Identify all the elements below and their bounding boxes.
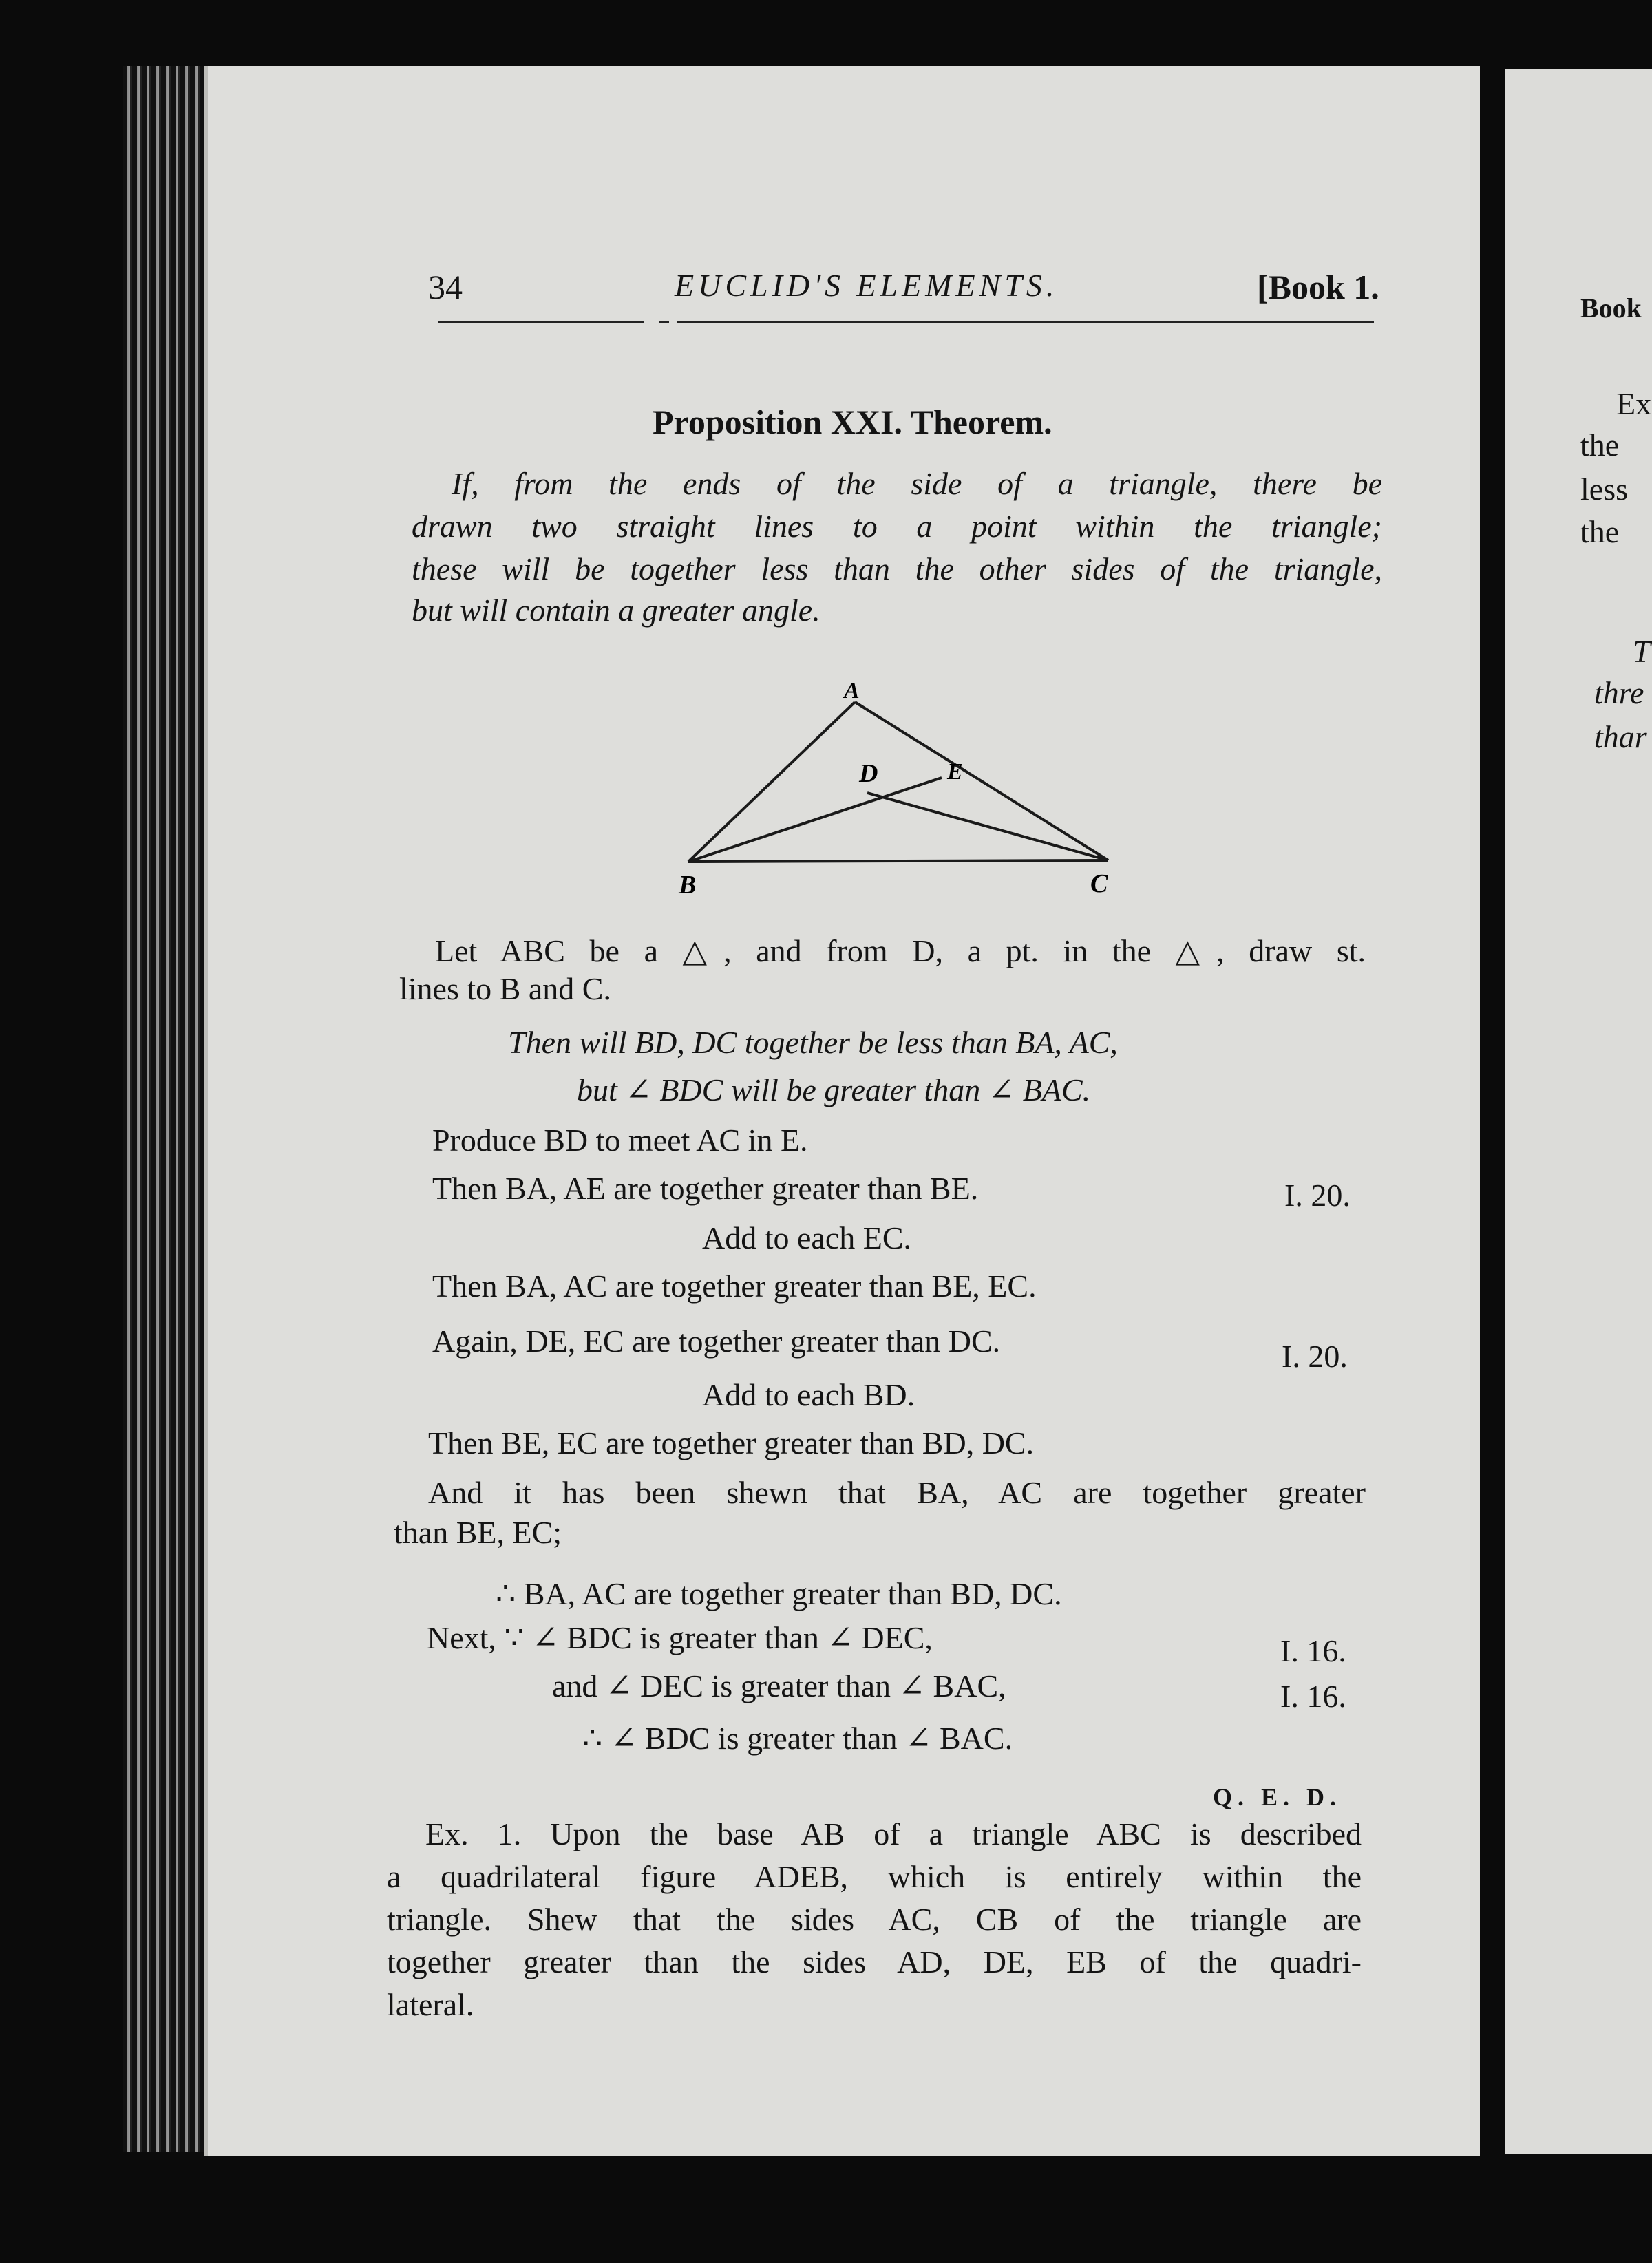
exercise-line: Ex. 1. Upon the base AB of a triangle ABC is described — [425, 1816, 1362, 1851]
proof-step: ∴ ∠ BDC is greater than ∠ BAC. — [582, 1721, 1013, 1756]
proof-reference: I. 16. — [1280, 1679, 1346, 1714]
exercise-line: triangle. Shew that the sides AC, CB of the triangle are — [387, 1902, 1362, 1937]
running-title: EUCLID'S ELEMENTS. — [675, 268, 1059, 303]
label-e: E — [947, 759, 963, 785]
enunciation-line: but will contain a greater angle. — [412, 593, 820, 628]
exercise-line: lateral. — [387, 1987, 474, 2022]
segment-be — [688, 778, 942, 862]
header-rule-long — [677, 321, 1374, 323]
proof-setup: Let ABC be a △, and from D, a pt. in the △, draw st. — [435, 933, 1366, 968]
proof-reference: I. 20. — [1284, 1178, 1351, 1213]
proof-setup: lines to B and C. — [399, 971, 611, 1006]
header-rule-dash — [659, 321, 669, 323]
adjacent-page-line: the — [1580, 427, 1620, 463]
proof-step: Produce BD to meet AC in E. — [432, 1123, 808, 1158]
segment-dc — [867, 793, 1108, 860]
proof-step: Next, ∵ ∠ BDC is greater than ∠ DEC, — [427, 1620, 933, 1655]
label-b: B — [679, 871, 697, 900]
book-reference: [Book 1. — [1257, 268, 1379, 306]
proof-step: Then BE, EC are together greater than BD, DC. — [428, 1425, 1035, 1460]
adjacent-page-line: the — [1580, 514, 1620, 549]
adjacent-page-line: thre — [1594, 675, 1644, 710]
proof-step: and ∠ DEC is greater than ∠ BAC, — [552, 1668, 1006, 1703]
proof-step: Then BA, AC are together greater than BE, EC. — [432, 1268, 1037, 1304]
proof-reference: I. 16. — [1280, 1633, 1346, 1668]
exercise-line: a quadrilateral figure ADEB, which is entirely within the — [387, 1859, 1362, 1894]
proof-step: Again, DE, EC are together greater than DC. — [432, 1324, 1001, 1359]
enunciation-line: drawn two straight lines to a point within the triangle; — [412, 509, 1382, 544]
header-rule — [438, 321, 644, 323]
proposition-heading: Proposition XXI. Theorem. — [653, 403, 1052, 441]
adjacent-page-line: T — [1633, 634, 1651, 669]
adjacent-page — [1505, 69, 1652, 2154]
adjacent-page-line: thar — [1594, 719, 1647, 754]
enunciation-line: these will be together less than the other sides of the triangle, — [412, 551, 1382, 586]
side-ac — [855, 702, 1108, 860]
adjacent-page-line: Ex — [1616, 386, 1652, 421]
enunciation-line: If, from the ends of the side of a triangle, there be — [452, 466, 1382, 501]
proof-step: Then BA, AE are together greater than BE. — [432, 1171, 979, 1206]
triangle-figure — [661, 674, 1143, 909]
qed: Q. E. D. — [1213, 1783, 1342, 1811]
proof-step: ∴ BA, AC are together greater than BD, DC. — [496, 1576, 1062, 1611]
side-ab — [688, 702, 855, 862]
proof-step: Add to each BD. — [702, 1377, 915, 1412]
exercise-line: together greater than the sides AD, DE, EB of the quadri- — [387, 1944, 1362, 1979]
adjacent-page-line: less — [1580, 471, 1628, 507]
proof-step: than BE, EC; — [394, 1515, 562, 1550]
book-spine — [123, 66, 204, 2152]
label-c: C — [1090, 869, 1108, 898]
label-d: D — [859, 759, 878, 788]
page-number: 34 — [428, 268, 463, 306]
side-bc — [688, 860, 1108, 862]
proof-reference: I. 20. — [1282, 1339, 1348, 1374]
proof-claim: but ∠ BDC will be greater than ∠ BAC. — [577, 1072, 1091, 1107]
proof-claim: Then will BD, DC together be less than BA, AC, — [508, 1025, 1118, 1060]
proof-step: And it has been shewn that BA, AC are together greater — [428, 1475, 1366, 1510]
adjacent-page-header: Book — [1580, 293, 1642, 323]
label-a: A — [844, 678, 860, 703]
proof-step: Add to each EC. — [702, 1220, 912, 1255]
